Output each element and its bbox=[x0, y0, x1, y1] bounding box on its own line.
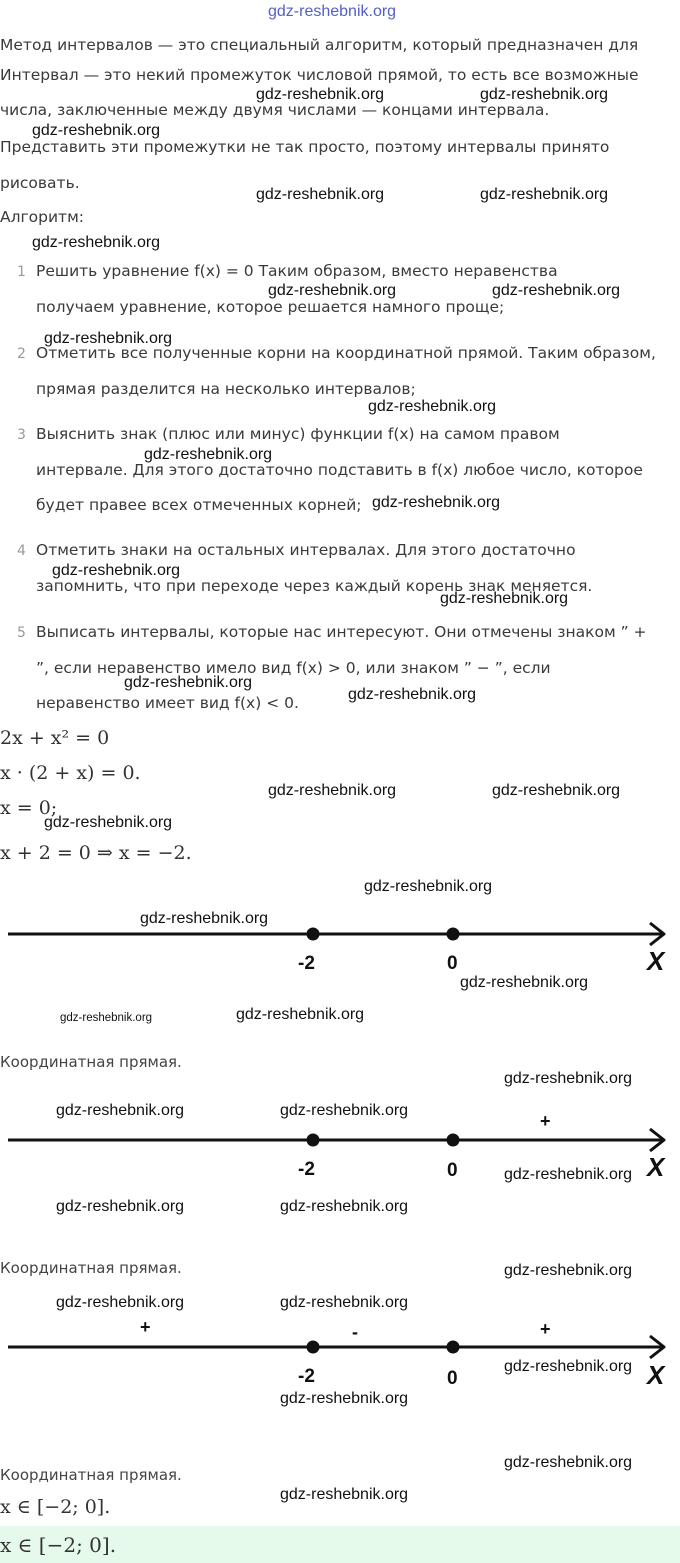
step-5-line-3: неравенство имеет вид f(x) < 0. bbox=[36, 694, 299, 712]
caption-2: Координатная прямая. bbox=[0, 1259, 182, 1277]
step-3-line-1: Выяснить знак (плюс или минус) функции f(x) на самом правом bbox=[36, 425, 560, 443]
equation-1: 2x + x² = 0 bbox=[0, 727, 110, 749]
watermark: gdz-reshebnik.org bbox=[144, 446, 273, 463]
tick-label-0: 0 bbox=[447, 953, 458, 974]
watermark: gdz-reshebnik.org bbox=[256, 186, 385, 203]
sign-left-interval: + bbox=[140, 1317, 151, 1337]
step-2-number: 2 bbox=[17, 346, 26, 362]
equation-4: x + 2 = 0 ⇒ x = −2. bbox=[0, 842, 192, 864]
step-5-number: 5 bbox=[17, 625, 26, 641]
root-point-minus-2 bbox=[307, 1341, 320, 1354]
axis-name-x: X bbox=[647, 946, 665, 976]
tick-label-0: 0 bbox=[447, 1368, 458, 1389]
answer-line: x ∈ [−2; 0]. bbox=[0, 1496, 111, 1518]
watermark: gdz-reshebnik.org bbox=[492, 782, 621, 799]
root-point-0 bbox=[447, 1134, 460, 1147]
watermark: gdz-reshebnik.org bbox=[280, 1390, 409, 1407]
watermark: gdz-reshebnik.org bbox=[280, 1102, 409, 1119]
watermark: gdz-reshebnik.org bbox=[52, 562, 181, 579]
intro-line-3: числа, заключенные между двумя числами — концами интервала. bbox=[0, 101, 550, 119]
watermark: gdz-reshebnik.org bbox=[268, 782, 397, 799]
root-point-minus-2 bbox=[307, 1134, 320, 1147]
watermark: gdz-reshebnik.org bbox=[256, 86, 385, 103]
tick-label-minus-2: -2 bbox=[298, 953, 315, 974]
step-3-line-2: интервале. Для этого достаточно подставить в f(x) любое число, которое bbox=[36, 461, 643, 479]
watermark: gdz-reshebnik.org bbox=[504, 1454, 633, 1471]
equation-3: x = 0; bbox=[0, 797, 58, 819]
caption-1: Координатная прямая. bbox=[0, 1053, 182, 1071]
step-1-number: 1 bbox=[17, 264, 26, 280]
watermark: gdz-reshebnik.org bbox=[140, 910, 269, 927]
step-3-number: 3 bbox=[17, 427, 26, 443]
intro-line-5: рисовать. bbox=[0, 174, 80, 192]
sign-middle-interval: - bbox=[352, 1322, 358, 1342]
watermark: gdz-reshebnik.org bbox=[372, 494, 501, 511]
watermark: gdz-reshebnik.org bbox=[504, 1070, 633, 1087]
tick-label-minus-2: -2 bbox=[298, 1159, 315, 1180]
watermark: gdz-reshebnik.org bbox=[440, 590, 569, 607]
watermark: gdz-reshebnik.org bbox=[124, 674, 253, 691]
step-5-line-1: Выписать интервалы, которые нас интересуют. Они отмечены знаком ” + bbox=[36, 623, 647, 641]
watermark-small: gdz-reshebnik.org bbox=[60, 1012, 153, 1024]
watermark: gdz-reshebnik.org bbox=[364, 878, 493, 895]
watermark: gdz-reshebnik.org bbox=[480, 86, 609, 103]
axis-name-x: X bbox=[647, 1360, 665, 1390]
equation-2: x · (2 + x) = 0. bbox=[0, 762, 141, 784]
watermark: gdz-reshebnik.org bbox=[44, 330, 173, 347]
watermark: gdz-reshebnik.org bbox=[280, 1294, 409, 1311]
caption-3: Координатная прямая. bbox=[0, 1466, 182, 1484]
watermark: gdz-reshebnik.org bbox=[492, 282, 621, 299]
watermark: gdz-reshebnik.org bbox=[280, 1486, 409, 1503]
root-point-minus-2 bbox=[307, 928, 320, 941]
intro-line-2: Интервал — это некий промежуток числовой прямой, то есть все возможные bbox=[0, 66, 639, 84]
top-watermark: gdz-reshebnik.org bbox=[268, 3, 397, 20]
step-1-line-2: получаем уравнение, которое решается намного проще; bbox=[36, 298, 505, 316]
watermark: gdz-reshebnik.org bbox=[268, 282, 397, 299]
root-point-0 bbox=[447, 928, 460, 941]
step-2-line-1: Отметить все полученные корни на координатной прямой. Таким образом, bbox=[36, 344, 656, 362]
watermark: gdz-reshebnik.org bbox=[480, 186, 609, 203]
watermark: gdz-reshebnik.org bbox=[504, 1166, 633, 1183]
watermark: gdz-reshebnik.org bbox=[56, 1102, 185, 1119]
sign-right-interval: + bbox=[540, 1111, 551, 1131]
watermark: gdz-reshebnik.org bbox=[44, 814, 173, 831]
watermark: gdz-reshebnik.org bbox=[504, 1358, 633, 1375]
intro-line-4: Представить эти промежутки не так просто, поэтому интервалы принято bbox=[0, 138, 610, 156]
watermark: gdz-reshebnik.org bbox=[56, 1198, 185, 1215]
tick-label-minus-2: -2 bbox=[298, 1366, 315, 1387]
watermark: gdz-reshebnik.org bbox=[236, 1006, 365, 1023]
step-4-line-1: Отметить знаки на остальных интервалах. Для этого достаточно bbox=[36, 541, 576, 559]
step-3-line-3: будет правее всех отмеченных корней; bbox=[36, 496, 362, 514]
watermark: gdz-reshebnik.org bbox=[280, 1198, 409, 1215]
watermark: gdz-reshebnik.org bbox=[56, 1294, 185, 1311]
algorithm-label: Алгоритм: bbox=[0, 208, 84, 226]
number-line-1 bbox=[0, 915, 680, 955]
watermark: gdz-reshebnik.org bbox=[32, 234, 161, 251]
watermark: gdz-reshebnik.org bbox=[460, 974, 589, 991]
step-4-line-2: запомнить, что при переходе через каждый корень знак меняется. bbox=[36, 577, 593, 595]
intro-line-1: Метод интервалов — это специальный алгоритм, который предназначен для bbox=[0, 36, 639, 54]
watermark: gdz-reshebnik.org bbox=[348, 686, 477, 703]
step-2-line-2: прямая разделится на несколько интервалов; bbox=[36, 380, 416, 398]
axis-name-x: X bbox=[647, 1152, 665, 1182]
step-4-number: 4 bbox=[17, 543, 26, 559]
step-5-line-2: ”, если неравенство имело вид f(x) > 0, или знаком ” − ”, если bbox=[36, 659, 551, 677]
watermark: gdz-reshebnik.org bbox=[504, 1262, 633, 1279]
sign-right-interval: + bbox=[540, 1319, 551, 1339]
tick-label-0: 0 bbox=[447, 1160, 458, 1181]
number-line-2 bbox=[0, 1121, 680, 1161]
watermark: gdz-reshebnik.org bbox=[32, 122, 161, 139]
step-1-line-1: Решить уравнение f(x) = 0 Таким образом, вместо неравенства bbox=[36, 262, 558, 280]
answer-boxed: x ∈ [−2; 0]. bbox=[0, 1533, 117, 1557]
root-point-0 bbox=[447, 1341, 460, 1354]
watermark: gdz-reshebnik.org bbox=[368, 398, 497, 415]
